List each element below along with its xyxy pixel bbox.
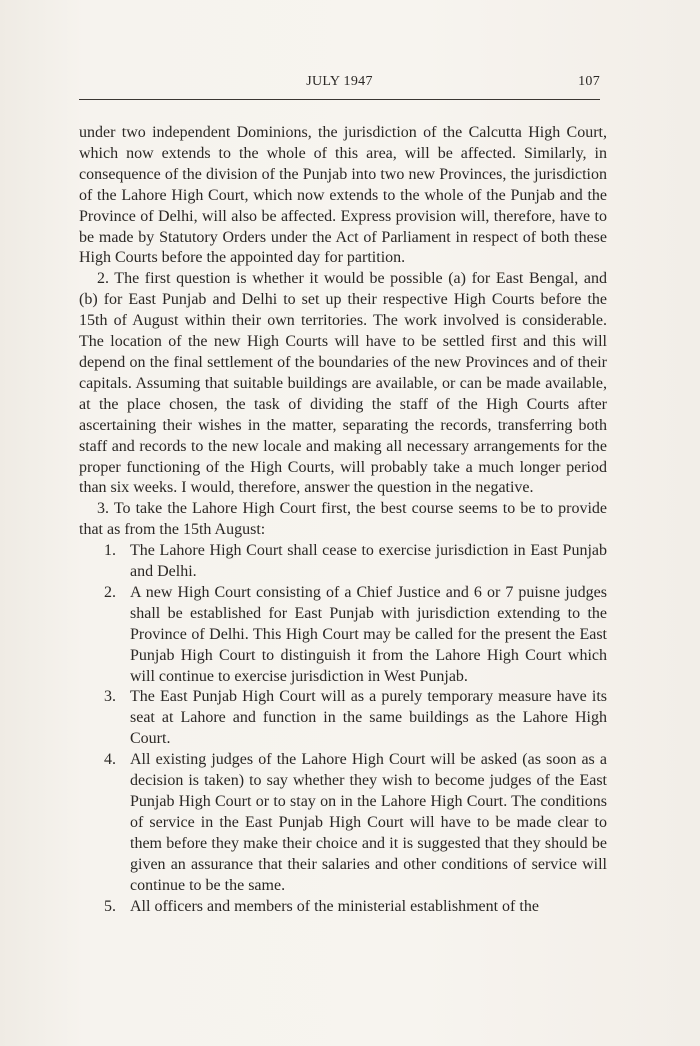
paragraph-continuation: under two independent Dominions, the jurisdiction of the Calcutta High Court, which now extends to the whole of this area, will be affected. Similarly, in consequence of the division of the Punjab into two new Provinces, the jurisdiction of the Lahore High Court, which now extends to the whole of the Punjab and the Province of Delhi, will also be affected. Express provision will, therefore, have to be made by Statutory Orders under the Act of Parliament in respect of both these High Courts before the appointed day for partition. [79, 124, 607, 267]
list-item-text: A new High Court consisting of a Chief Justice and 6 or 7 puisne judges shall be established for East Punjab with jurisdiction extending to the Province of Delhi. This High Court may be called for the present the East Punjab High Court to distinguish it from the Lahore High Court which will continue to exercise jurisdiction in West Punjab. [130, 583, 607, 685]
paragraph-2: 2. The first question is whether it would be possible (a) for East Bengal, and (b) for East Punjab and Delhi to set up their respective High Courts before the 15th of August within their own territories. The work involved is considerable. The location of the new High Courts will have to be settled first and this will depend on the final settlement of the boundaries of the new Provinces and of their capitals. Assuming that suitable buildings are available, or can be made available, at the place chosen, the task of dividing the staff of the High Courts after ascertaining their wishes in the matter, separating the records, transferring both staff and records to the new locale and making all necessary arrangements for the proper functioning of the High Courts, will probably take a much longer period than six weeks. I would, therefore, answer the question in the negative. [79, 270, 607, 497]
list-item-number: 5. [104, 897, 116, 915]
header-rule [79, 99, 600, 100]
body-text [79, 123, 607, 917]
page-header [79, 74, 600, 96]
list-item-number: 1. [104, 542, 116, 560]
list-item [79, 750, 607, 896]
paragraph-3: 3. To take the Lahore High Court first, the best course seems to be to provide that as from the 15th August: [79, 500, 607, 539]
list-item [79, 583, 607, 688]
list-item [79, 897, 607, 918]
list-item-number: 2. [104, 583, 116, 601]
list-item-text: The East Punjab High Court will as a purely temporary measure have its seat at Lahore and function in the same buildings as the Lahore High Court. [130, 688, 607, 748]
list-item-number: 4. [104, 751, 116, 769]
list-item [79, 541, 607, 583]
running-title: JULY 1947 [306, 74, 373, 89]
list-item-number: 3. [104, 688, 116, 706]
numbered-list [79, 541, 607, 917]
list-item-text: All officers and members of the ministerial establishment of the [130, 897, 539, 915]
page-number: 107 [578, 74, 600, 89]
list-item [79, 687, 607, 750]
list-item-text: All existing judges of the Lahore High Court will be asked (as soon as a decision is taken) to say whether they wish to become judges of the East Punjab High Court or to stay on in the Lahore High Court. The conditions of service in the East Punjab High Court will have to be made clear to them before they make their choice and it is suggested that they should be given an assurance that their salaries and other conditions of service will continue to be the same. [130, 751, 607, 894]
list-item-text: The Lahore High Court shall cease to exercise jurisdiction in East Punjab and Delhi. [130, 542, 607, 581]
